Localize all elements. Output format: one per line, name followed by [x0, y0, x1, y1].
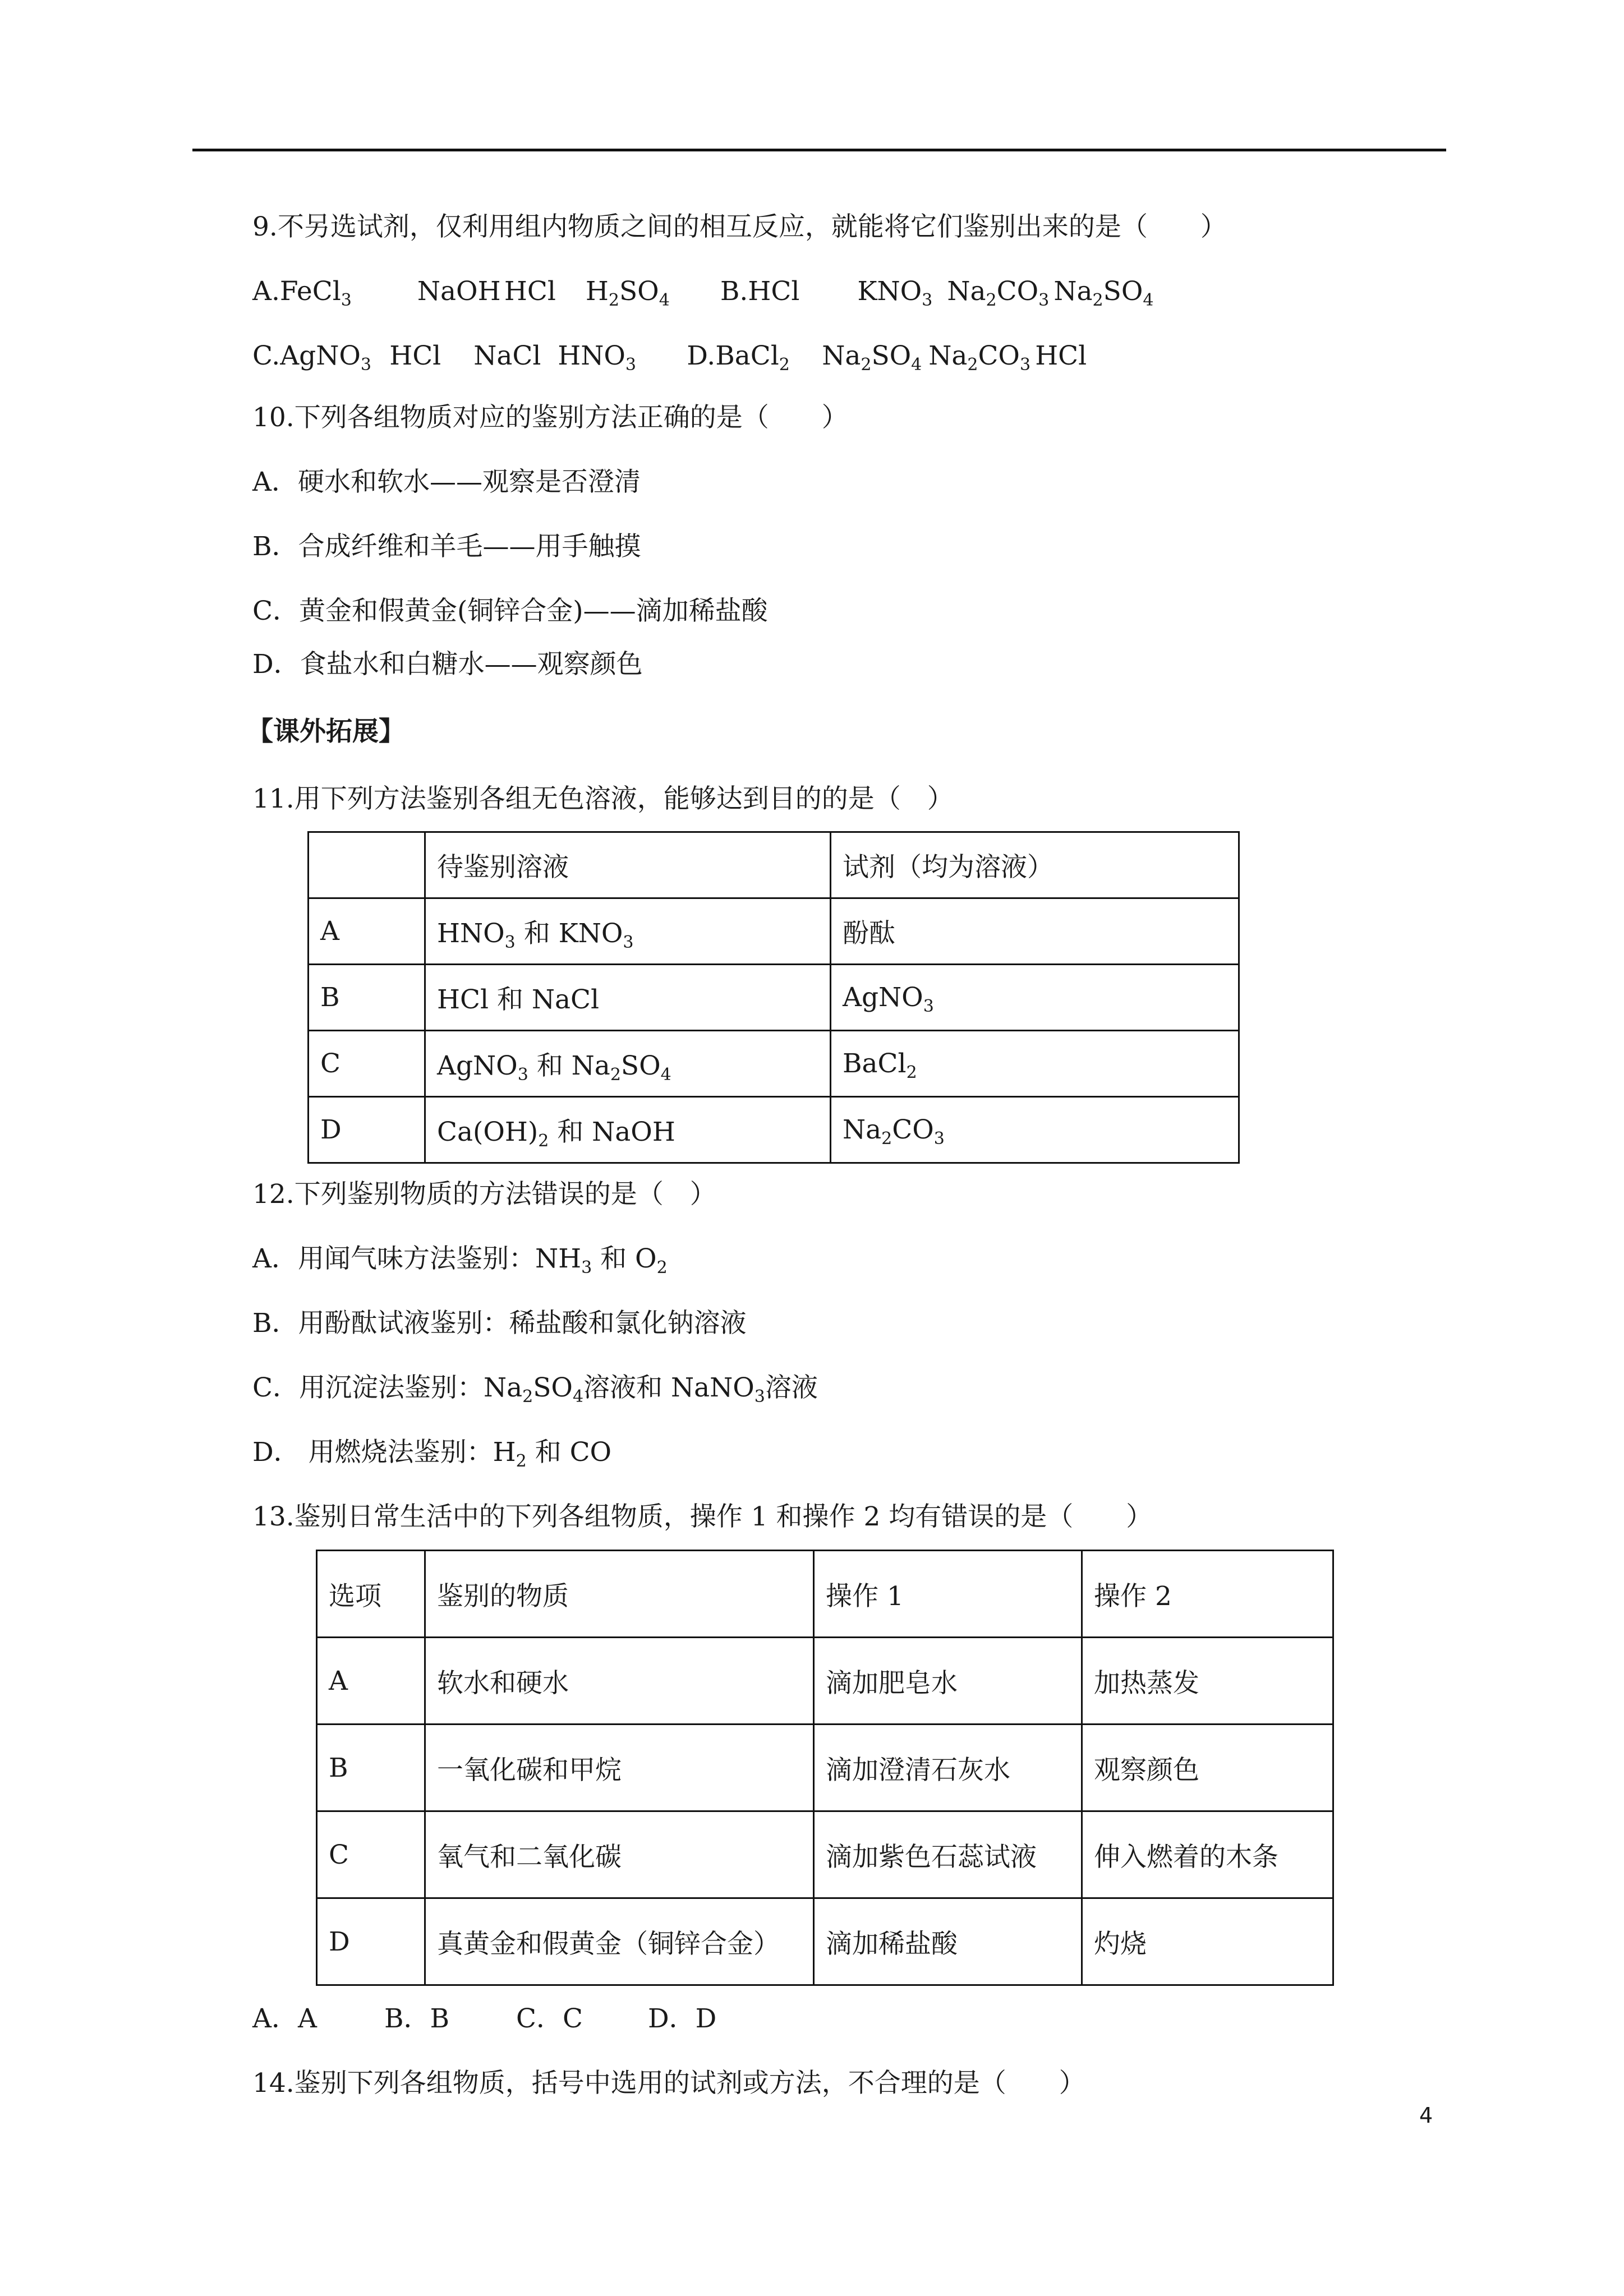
- q9-option-d-item: $Na_2SO_4$: [822, 340, 922, 375]
- q11-header-cell: 待鉴别溶液: [425, 832, 831, 898]
- table-row: [309, 1031, 1239, 1097]
- q9-options-row1: [252, 275, 1154, 308]
- q13-answers: [252, 2002, 780, 2036]
- q12-option-c: C．用沉淀法鉴别：$Na_2SO_4$溶液和 NaNO$_3$溶液: [252, 1372, 818, 1407]
- q10-option-b: B．合成纤维和羊毛——用手触摸: [252, 531, 641, 562]
- table-cell: D: [317, 1898, 425, 1985]
- q13-header-row: [317, 1551, 1333, 1638]
- table-cell: D: [309, 1097, 425, 1163]
- q13-table: [316, 1550, 1334, 1986]
- q13-answer-option: B．B: [384, 2003, 450, 2034]
- q9-option-c-item: HCl: [389, 340, 441, 371]
- q9-option-b-label: B.: [720, 276, 748, 307]
- page-number: 4: [1419, 2103, 1433, 2128]
- table-cell: 一氧化碳和甲烷: [425, 1725, 814, 1811]
- table-cell: 伸入燃着的木条: [1082, 1811, 1333, 1898]
- q9-option-c-item: NaCl: [473, 340, 541, 371]
- table-cell: B: [309, 965, 425, 1031]
- table-cell: AgNO$_3$: [831, 965, 1239, 1031]
- q13-stem: 13.鉴别日常生活中的下列各组物质，操作 1 和操作 2 均有错误的是（ ）: [252, 1501, 1153, 1532]
- q9-option-c-item: AgNO$_3$: [280, 340, 372, 375]
- q10-stem: 10.下列各组物质对应的鉴别方法正确的是（ ）: [252, 402, 848, 433]
- q9-option-d-label: D.: [687, 340, 716, 371]
- table-cell: A: [309, 898, 425, 965]
- q12-option-d: D． 用燃烧法鉴别：$H_2$ 和 CO: [252, 1437, 612, 1471]
- q9-option-d-item: $Na_2CO_3$: [928, 340, 1031, 375]
- q9-stem: 9.不另选试剂，仅利用组内物质之间的相互反应，就能将它们鉴别出来的是（ ）: [252, 211, 1227, 242]
- table-cell: 酚酞: [831, 898, 1239, 965]
- q9-option-a-item: HCl: [504, 276, 556, 307]
- q13-header-cell: 鉴别的物质: [425, 1551, 814, 1638]
- table-cell: $Na_2CO_3$: [831, 1097, 1239, 1163]
- table-cell: 真黄金和假黄金（铜锌合金）: [425, 1898, 814, 1985]
- q10-option-c: C．黄金和假黄金(铜锌合金)——滴加稀盐酸: [252, 596, 768, 626]
- q10-option-a: A．硬水和软水——观察是否澄清: [252, 467, 641, 497]
- q9-option-a-item: FeCl$_3$: [279, 276, 352, 310]
- q10-option-d: D．食盐水和白糖水——观察颜色: [252, 649, 643, 680]
- table-cell: $Ca(OH)_2$ 和 NaOH: [425, 1097, 831, 1163]
- q13-answer-option: C．C: [516, 2003, 583, 2034]
- q9-option-a-item: $H_2SO_4$: [585, 276, 670, 310]
- q13-header-cell: 操作 2: [1082, 1551, 1333, 1638]
- q12-option-b: B．用酚酞试液鉴别：稀盐酸和氯化钠溶液: [252, 1308, 747, 1339]
- table-cell: 滴加稀盐酸: [814, 1898, 1082, 1985]
- table-cell: 观察颜色: [1082, 1725, 1333, 1811]
- table-cell: 滴加紫色石蕊试液: [814, 1811, 1082, 1898]
- table-cell: B: [317, 1725, 425, 1811]
- q9-option-b-item: $Na_2SO_4$: [1053, 276, 1154, 310]
- q13-header-cell: 操作 1: [814, 1551, 1082, 1638]
- q9-option-a-item: NaOH: [417, 276, 501, 307]
- table-cell: 加热蒸发: [1082, 1638, 1333, 1725]
- table-cell: 软水和硬水: [425, 1638, 814, 1725]
- table-cell: 灼烧: [1082, 1898, 1333, 1985]
- q12-stem: 12.下列鉴别物质的方法错误的是（ ）: [252, 1179, 716, 1210]
- table-row: [309, 965, 1239, 1031]
- header-rule: [192, 149, 1446, 151]
- table-cell: HCl 和 NaCl: [425, 965, 831, 1031]
- q11-header-row: [309, 832, 1239, 898]
- table-cell: 滴加肥皂水: [814, 1638, 1082, 1725]
- table-cell: AgNO$_3$ 和 $Na_2SO_4$: [425, 1031, 831, 1097]
- q9-option-b-item: $Na_2CO_3$: [947, 276, 1050, 310]
- table-cell: C: [309, 1031, 425, 1097]
- table-row: [317, 1898, 1333, 1985]
- q9-option-d-item: HCl: [1035, 340, 1087, 371]
- q11-table: [307, 831, 1240, 1164]
- q9-option-c-label: C.: [252, 340, 280, 371]
- table-row: [309, 898, 1239, 965]
- table-cell: 氧气和二氧化碳: [425, 1811, 814, 1898]
- table-row: [317, 1725, 1333, 1811]
- q9-option-b-item: HCl: [748, 276, 800, 307]
- q12-option-a: A．用闻气味方法鉴别：$NH_3$ 和 $O_2$: [252, 1243, 668, 1278]
- q13-header-cell: 选项: [317, 1551, 425, 1638]
- q11-stem: 11.用下列方法鉴别各组无色溶液，能够达到目的的是（ ）: [252, 783, 954, 814]
- q13-answer-option: D．D: [648, 2003, 717, 2034]
- table-cell: $HNO_3$ 和 $KNO_3$: [425, 898, 831, 965]
- q11-header-cell: [309, 832, 425, 898]
- table-row: [317, 1811, 1333, 1898]
- section-title: 【课外拓展】: [247, 716, 405, 747]
- q11-header-cell: 试剂（均为溶液）: [831, 832, 1239, 898]
- q9-option-c-item: $HNO_3$: [558, 340, 636, 375]
- q13-answer-option: A．A: [252, 2003, 317, 2034]
- table-cell: C: [317, 1811, 425, 1898]
- table-row: [317, 1638, 1333, 1725]
- q9-option-b-item: $KNO_3$: [857, 276, 933, 310]
- table-row: [309, 1097, 1239, 1163]
- q9-options-row2: [252, 339, 1108, 373]
- q9-option-d-item: BaCl$_2$: [715, 340, 790, 375]
- q14-stem: 14.鉴别下列各组物质，括号中选用的试剂或方法，不合理的是（ ）: [252, 2068, 1085, 2099]
- table-cell: 滴加澄清石灰水: [814, 1725, 1082, 1811]
- q9-option-a-label: A.: [252, 276, 280, 307]
- table-cell: A: [317, 1638, 425, 1725]
- table-cell: BaCl$_2$: [831, 1031, 1239, 1097]
